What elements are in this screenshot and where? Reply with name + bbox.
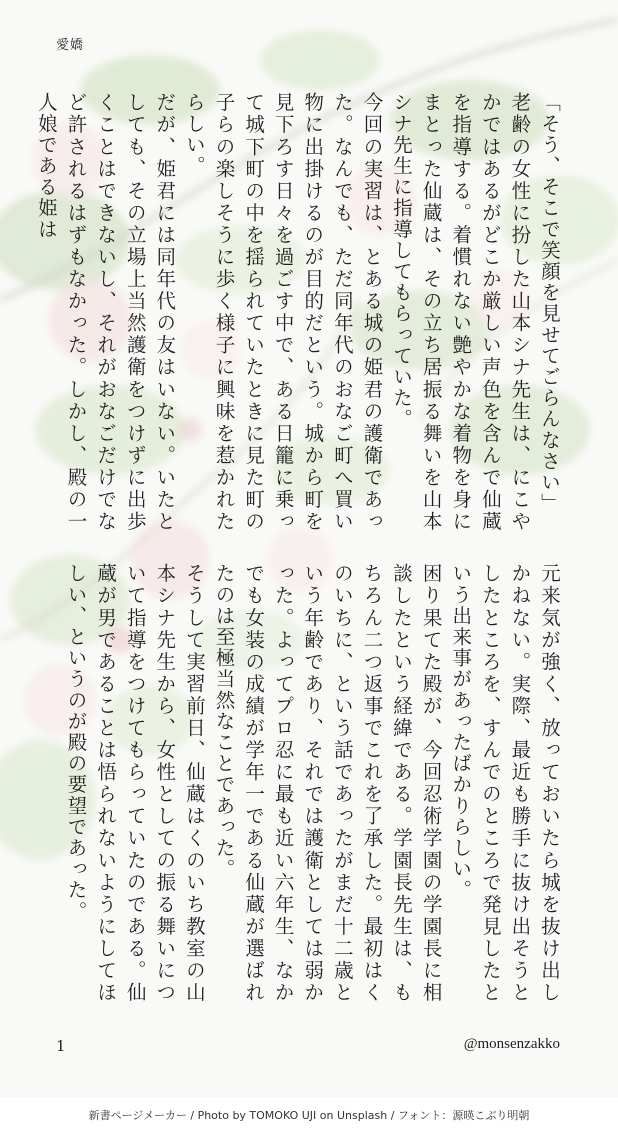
credits-footer: 新書ページメーカー / Photo by TOMOKO UJI on Unsplash / フォント：源暎こぶり明朝 [0,1097,618,1132]
page-number: 1 [56,1037,66,1055]
book-title: 愛嬌 [56,38,85,53]
author-handle: @monsenzakko [463,1036,560,1052]
text-block-top: 「そう、そこで笑顔を見せてごらんなさい」 老齢の女性に扮した山本シナ先生は、にこやかではあるがどこか厳しい声色を含んで仙蔵を指導する。着慣れない艶やかな着物を身にまとった仙蔵は、その立ち居振る舞いを山本シナ先生に指導してもらっていた。 今回の実習は、とある城の姫君の護衛であった。なんでも、ただ同年代のおなご町へ買い物に出掛けるのが目的だという。城から町を見下ろす日々を過ごす中で、ある日籠に乗って城下町の中を揺られていたときに見た町の子らの楽しそうに歩く様子に興味を惹かれたらしい。 だが、姫君には同年代の友はいない。いたとしても、その立場上当然護衛をつけずに出歩くことはできないし、それがおなごだけでなど許されるはずもなかった。しかし、殿の一人娘である姫は [34,92,561,532]
text-block-bottom: 元来気が強く、放っておいたら城を抜け出しかねない。実際、最近も勝手に抜け出そうとしたところを、すんでのところで発見したという出来事があったばかりらしい。 困り果てた殿が、今回忍術学園の学園長に相談したという経緯である。学園長先生は、もちろん二つ返事でこれを了承した。最初はくのいちに、という話であったがまだ十二歳という年齢であり、それでは護衛としては弱かった。よってプロ忍に最も近い六年生、なかでも女装の成績が学年一である仙蔵が選ばれたのは至極当然なことであった。 そうして実習前日、仙蔵はくのいち教室の山本シナ先生から、女性としての振る舞いについて指導をつけてもらっていたのである。仙蔵が男であることは悟られないようにしてほしい、というのが殿の要望であった。 [64,563,561,1003]
